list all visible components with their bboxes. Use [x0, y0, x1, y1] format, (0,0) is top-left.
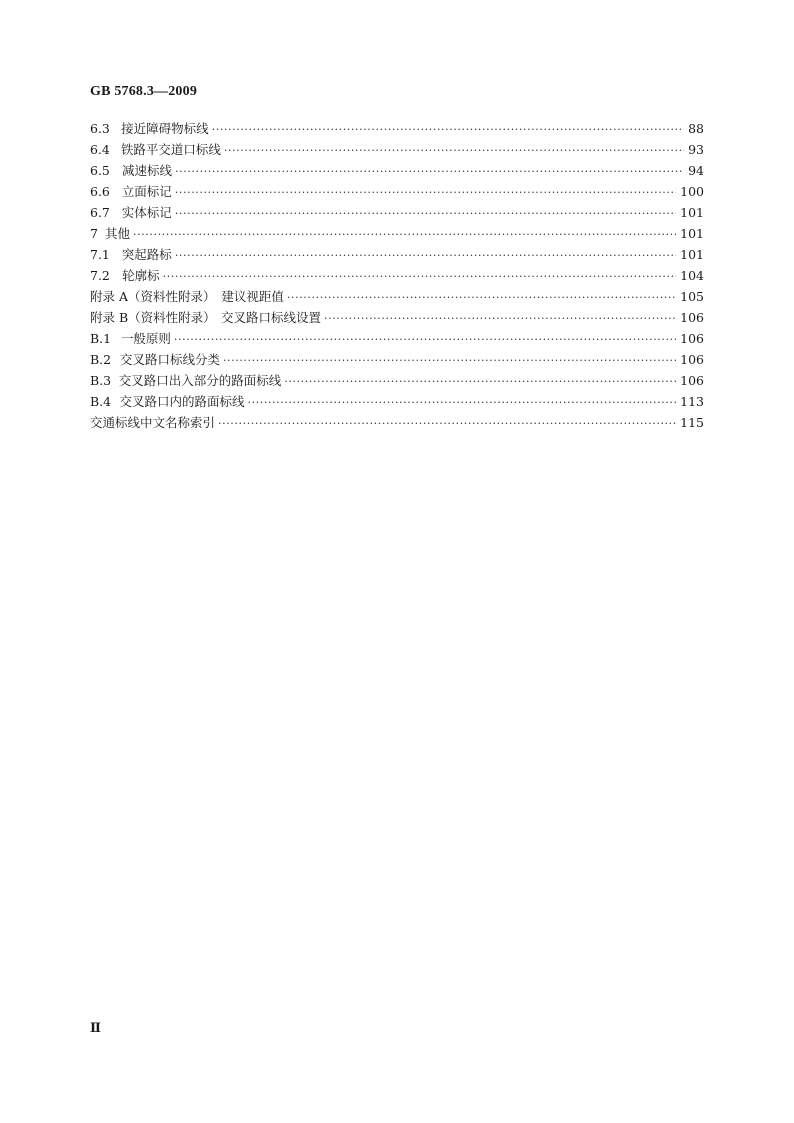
toc-entry-page: 106: [680, 373, 704, 388]
toc-entry-title: 交叉路口标线设置: [221, 310, 322, 325]
toc-dot-leader: [175, 245, 676, 266]
toc-entry-number: 6.4: [90, 142, 110, 157]
page-number: Ⅱ: [90, 1020, 101, 1035]
toc-entry[interactable]: [90, 181, 704, 202]
toc-entry-title: 建议视距值: [221, 289, 284, 304]
toc-dot-leader: [212, 119, 684, 140]
toc-entry-page: 93: [688, 142, 704, 157]
toc-entry-number: B.2: [90, 352, 112, 367]
toc-entry-title: 立面标记: [121, 184, 172, 199]
toc-entry-page: 106: [680, 352, 704, 367]
toc-entry-page: 100: [680, 184, 704, 199]
toc-entry[interactable]: [90, 202, 704, 223]
toc-entry-page: 106: [680, 310, 704, 325]
toc-dot-leader: [175, 203, 676, 224]
toc-entry[interactable]: [90, 160, 704, 181]
toc-dot-leader: [163, 266, 677, 287]
toc-entry[interactable]: [90, 286, 704, 307]
toc-entry-number: 6.3: [90, 121, 110, 136]
toc-entry[interactable]: [90, 118, 704, 139]
toc-entry[interactable]: [90, 307, 704, 328]
toc-dot-leader: [175, 182, 676, 203]
toc-entry-title: 实体标记: [121, 205, 172, 220]
toc-entry-title: 交叉路口标线分类: [119, 352, 220, 367]
toc-entry-title: 交叉路口出入部分的路面标线: [118, 373, 282, 388]
toc-entry[interactable]: [90, 139, 704, 160]
toc-entry[interactable]: [90, 328, 704, 349]
toc-dot-leader: [284, 371, 676, 392]
toc-entry-page: 105: [680, 289, 704, 304]
toc-entry-number: 6.7: [90, 205, 110, 220]
table-of-contents: [90, 118, 704, 433]
toc-dot-leader: [224, 140, 684, 161]
toc-entry[interactable]: [90, 412, 704, 433]
toc-dot-leader: [287, 287, 676, 308]
toc-entry-number: B.3: [90, 373, 112, 388]
toc-entry-title: 减速标线: [121, 163, 172, 178]
toc-entry[interactable]: [90, 370, 704, 391]
toc-entry-page: 94: [688, 163, 704, 178]
toc-dot-leader: [247, 392, 676, 413]
toc-entry-title: 铁路平交道口标线: [120, 142, 221, 157]
document-code: GB 5768.3—2009: [90, 84, 198, 99]
toc-entry-title: 交叉路口内的路面标线: [119, 394, 245, 409]
toc-dot-leader: [324, 308, 676, 329]
toc-dot-leader: [175, 161, 684, 182]
toc-entry-title: 轮廓标: [122, 268, 160, 283]
toc-entry-title: 突起路标: [121, 247, 172, 262]
toc-dot-leader: [133, 224, 676, 245]
toc-entry[interactable]: [90, 265, 704, 286]
toc-dot-leader: [174, 329, 676, 350]
toc-entry-number: 7.1: [90, 247, 110, 262]
toc-entry-page: 101: [680, 226, 704, 241]
toc-entry[interactable]: [90, 223, 704, 244]
toc-entry-page: 115: [680, 415, 704, 430]
toc-entry-title: 其他: [105, 226, 131, 241]
toc-dot-leader: [223, 350, 676, 371]
toc-entry-number: B.1: [90, 331, 112, 346]
toc-entry-page: 88: [688, 121, 704, 136]
toc-entry-number: B.4: [90, 394, 112, 409]
toc-entry-page: 101: [680, 205, 704, 220]
toc-entry-title: 交通标线中文名称索引: [90, 415, 216, 430]
toc-entry-title: 一般原则: [120, 331, 171, 346]
toc-entry-number: 7.2: [90, 268, 110, 283]
toc-entry-page: 106: [680, 331, 704, 346]
toc-entry[interactable]: [90, 391, 704, 412]
toc-entry-page: 101: [680, 247, 704, 262]
toc-entry-page: 104: [680, 268, 704, 283]
toc-entry[interactable]: [90, 349, 704, 370]
toc-entry-number: 附录 A（资料性附录）: [90, 289, 216, 304]
toc-entry[interactable]: [90, 244, 704, 265]
toc-entry-number: 7: [90, 226, 98, 241]
toc-entry-number: 6.5: [90, 163, 110, 178]
toc-entry-title: 接近障碍物标线: [121, 121, 209, 136]
toc-entry-page: 113: [680, 394, 704, 409]
toc-entry-number: 附录 B（资料性附录）: [90, 310, 216, 325]
toc-dot-leader: [218, 413, 676, 434]
toc-entry-number: 6.6: [90, 184, 110, 199]
